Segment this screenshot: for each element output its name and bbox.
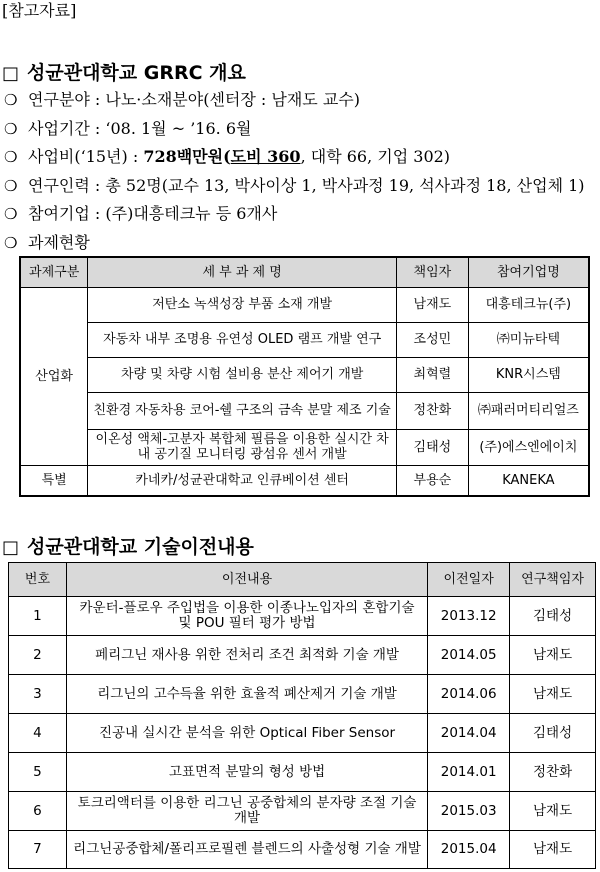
budget-amount: 728백만원( (143, 147, 231, 166)
header-research-lead: 연구책임자 (510, 563, 596, 597)
table-row (9, 636, 596, 675)
bullet-text: , 대학 66, 기업 302) (300, 147, 451, 166)
date-cell: 2014.06 (428, 675, 510, 714)
section-title-text: 성균관대학교 GRRC 개요 (27, 62, 246, 84)
content-cell: 리그닌공중합체/폴리프로필렌 블렌드의 사출성형 기술 개발 (66, 831, 427, 869)
company-cell: ㈜패러머티리얼즈 (468, 392, 589, 429)
bullet-project-status (4, 229, 600, 258)
task-cell: 카네카/성균관대학교 인큐베이션 센터 (88, 465, 397, 496)
number-cell: 3 (9, 675, 67, 714)
circle-bullet-icon: ❍ (4, 91, 18, 109)
date-cell: 2013.12 (428, 597, 510, 636)
bullet-text: 참여기업 : (주)대흥테크뉴 등 6개사 (28, 204, 278, 223)
company-cell: (주)에스엔에이치 (468, 429, 589, 465)
bullet-text: 연구인력 : 총 52명(교수 13, 박사이상 1, 박사과정 19, 석사과정 18, 산업체 1) (28, 175, 585, 195)
header-lead: 책임자 (397, 257, 469, 287)
table-header-row (20, 257, 589, 287)
table-header-row (9, 563, 596, 597)
overview-bullet-list (4, 86, 600, 257)
section-tech-transfer-title (2, 532, 254, 559)
content-cell: 고표면적 분말의 형성 방법 (66, 753, 427, 792)
task-cell: 차량 및 차량 시험 설비용 분산 제어기 개발 (88, 357, 397, 392)
header-company: 참여기업명 (468, 257, 589, 287)
table-row (20, 322, 589, 357)
date-cell: 2015.03 (428, 792, 510, 831)
lead-cell: 김태성 (397, 429, 469, 465)
company-cell: KANEKA (468, 465, 589, 496)
task-cell: 친환경 자동차용 코어-쉘 구조의 금속 분말 제조 기술 (88, 392, 397, 429)
bullet-text: 과제현황 (28, 232, 90, 252)
table-row (9, 831, 596, 869)
table-row (9, 753, 596, 792)
project-status-table (19, 256, 590, 497)
number-cell: 7 (9, 831, 67, 869)
company-cell: ㈜미뉴타텍 (468, 322, 589, 357)
bullet-text: 사업기간 : ‘08. 1월 ~ ’16. 6월 (28, 118, 252, 138)
task-cell: 자동차 내부 조명용 유연성 OLED 램프 개발 연구 (88, 322, 397, 357)
bullet-budget (4, 143, 600, 172)
table-row (20, 287, 589, 322)
bullet-research-field (4, 86, 600, 115)
content-cell: 페리그닌 재사용 위한 전처리 조건 최적화 기술 개발 (66, 636, 427, 675)
company-cell: 대흥테크뉴(주) (468, 287, 589, 322)
header-number: 번호 (9, 563, 67, 597)
date-cell: 2014.01 (428, 753, 510, 792)
bullet-project-period (4, 115, 600, 144)
category-special: 특별 (20, 465, 88, 496)
date-cell: 2014.05 (428, 636, 510, 675)
lead-cell: 부용순 (397, 465, 469, 496)
table-row (20, 392, 589, 429)
table-row (20, 357, 589, 392)
task-cell: 저탄소 녹색성장 부품 소재 개발 (88, 287, 397, 322)
budget-bold (143, 147, 300, 166)
header-task-name: 세 부 과 제 명 (88, 257, 397, 287)
lead-cell: 남재도 (510, 675, 596, 714)
section-title-text: 성균관대학교 기술이전내용 (27, 536, 254, 558)
category-industrialization: 산업화 (20, 287, 88, 465)
company-cell: KNR시스템 (468, 357, 589, 392)
checkbox-square-icon: □ (2, 537, 20, 558)
checkbox-square-icon: □ (2, 63, 20, 84)
date-cell: 2014.04 (428, 714, 510, 753)
bullet-participating-companies (4, 200, 600, 229)
number-cell: 2 (9, 636, 67, 675)
header-transfer-date: 이전일자 (428, 563, 510, 597)
lead-cell: 정찬화 (510, 753, 596, 792)
table-row (9, 792, 596, 831)
header-transfer-content: 이전내용 (66, 563, 427, 597)
lead-cell: 조성민 (397, 322, 469, 357)
lead-cell: 남재도 (510, 636, 596, 675)
header-category: 과제구분 (20, 257, 88, 287)
number-cell: 4 (9, 714, 67, 753)
lead-cell: 김태성 (510, 597, 596, 636)
lead-cell: 최혁렬 (397, 357, 469, 392)
section-grrc-overview-title (2, 58, 246, 85)
table-row (9, 597, 596, 636)
lead-cell: 남재도 (510, 792, 596, 831)
bullet-research-staff (4, 172, 600, 201)
circle-bullet-icon: ❍ (4, 176, 18, 195)
task-cell: 이온성 액체-고분자 복합체 필름을 이용한 실시간 차내 공기질 모니터링 광섬유 센서 개발 (88, 429, 397, 465)
number-cell: 1 (9, 597, 67, 636)
content-cell: 리그닌의 고수득율 위한 효율적 폐산제거 기술 개발 (66, 675, 427, 714)
content-cell: 진공내 실시간 분석을 위한 Optical Fiber Sensor (66, 714, 427, 753)
table-row (9, 675, 596, 714)
circle-bullet-icon: ❍ (4, 233, 18, 252)
tech-transfer-table (8, 562, 596, 869)
bullet-text: 사업비(‘15년) : (28, 147, 144, 166)
lead-cell: 김태성 (510, 714, 596, 753)
number-cell: 5 (9, 753, 67, 792)
lead-cell: 남재도 (510, 831, 596, 869)
lead-cell: 정찬화 (397, 392, 469, 429)
circle-bullet-icon: ❍ (4, 205, 18, 223)
circle-bullet-icon: ❍ (4, 148, 18, 166)
circle-bullet-icon: ❍ (4, 119, 18, 138)
table-row (9, 714, 596, 753)
lead-cell: 남재도 (397, 287, 469, 322)
content-cell: 카운터-플로우 주입법을 이용한 이종나노입자의 혼합기술 및 POU 필터 평가 방법 (66, 597, 427, 636)
bullet-text: 연구분야 : 나노·소재분야(센터장 : 남재도 교수) (28, 90, 360, 109)
reference-label: [참고자료] (2, 1, 77, 20)
date-cell: 2015.04 (428, 831, 510, 869)
content-cell: 토크리액터를 이용한 리그닌 공중합체의 분자량 조절 기술 개발 (66, 792, 427, 831)
number-cell: 6 (9, 792, 67, 831)
budget-province-share: 도비 360 (230, 147, 301, 166)
table-row (20, 465, 589, 496)
table-row (20, 429, 589, 465)
